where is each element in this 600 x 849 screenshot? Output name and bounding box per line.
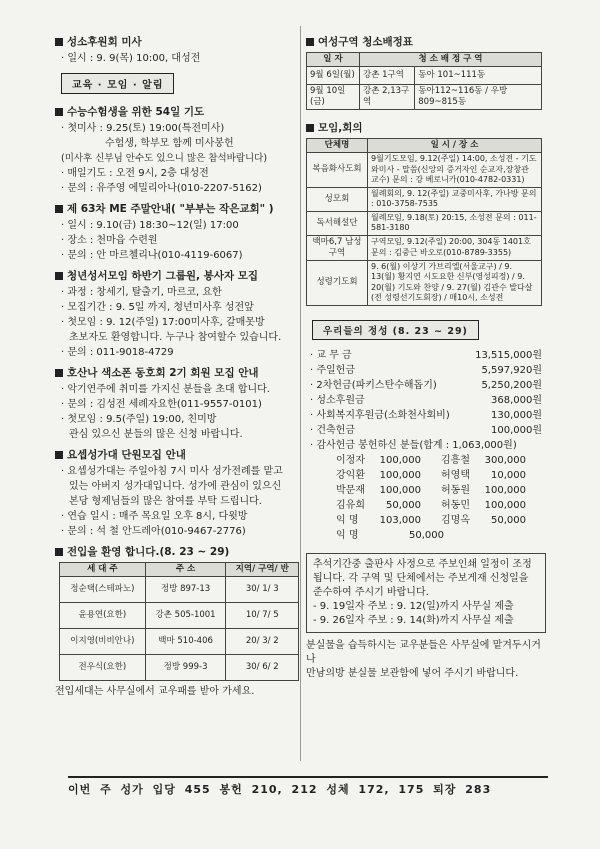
table-cell: 강촌 2,13구역 (360, 85, 415, 110)
choir-line: 본당 형제님들의 많은 참여를 부탁 드립니다. (69, 496, 262, 507)
finance-item: · 건축헌금 100,000원 (310, 424, 542, 436)
finance-list (306, 348, 546, 543)
table-header-row (60, 563, 299, 577)
prayer-line: · 첫미사 : 9.25(토) 19:00(특전미사) (61, 123, 225, 134)
me-line: · 일시 : 9.10(금) 18:30~12(일) 17:00 (61, 220, 239, 231)
column-header: 청 소 배 정 구 역 (360, 53, 542, 67)
square-bullet-icon (306, 38, 314, 46)
table-cell: 9월 6일(월) (307, 67, 360, 85)
table-cell: 월례회의, 9. 12(주일) 교중미사후, 가나방 문의 : 010-3758-7535 (368, 187, 542, 211)
me-line: · 장소 : 천마읍 수련원 (61, 235, 158, 246)
thanks-row: 김유희 50,000 허동민 100,000 (336, 499, 526, 511)
table-cell: 강촌 505-1001 (145, 603, 226, 629)
column-header: 주 소 (145, 563, 226, 577)
table-row (307, 235, 542, 260)
table-cell: 정순택(스테파노) (60, 577, 146, 603)
table-cell: 백마 510-406 (145, 629, 226, 655)
table-row (307, 187, 542, 211)
square-bullet-icon (55, 205, 63, 213)
square-bullet-icon (55, 38, 63, 46)
table-row (307, 153, 542, 188)
youth-line: 초보자도 환영합니다. 누구나 참여할수 있습니다. (69, 332, 282, 343)
table-cell: 복음화사도회 (307, 153, 368, 188)
prayer-line: (미사후 신부님 안수도 있으니 많은 참석바랍니다) (61, 153, 268, 164)
table-row (307, 67, 542, 85)
table-cell: 9월기도모임, 9.12(주일) 14:00, 소성전 - 기도와미사 - 말씀(신앙의 증거자인 순교자,장창관 교수) 문의 : 강 베로니카(010-4782-0331) (368, 153, 542, 188)
table-row (60, 577, 299, 603)
movein-footnote: 전입세대는 사무실에서 교우패를 받아 가세요. (55, 686, 255, 697)
table-row (60, 655, 299, 681)
movein-table (59, 562, 299, 681)
thanks-row: 익 명 50,000 (336, 529, 444, 541)
right-column (306, 28, 546, 681)
mass-title: 성소후원회 미사 (55, 34, 310, 49)
table-cell: 동아112~116동 / 우방809~815동 (415, 85, 542, 110)
table-header-row (307, 53, 542, 67)
table-cell: 9월 10일(금) (307, 85, 360, 110)
youth-line: · 모집기간 : 9. 5일 까지, 청년미사후 성전앞 (61, 302, 254, 313)
table-row (60, 603, 299, 629)
table-cell: 동아 101~111동 (415, 67, 542, 85)
table-cell: 30/ 6/ 2 (226, 655, 299, 681)
hymn-footer: 이번 주 성가 입당 455 봉헌 210, 212 성체 172, 175 퇴장 283 (68, 776, 548, 797)
table-cell: 백마6,7 남성구역 (307, 235, 368, 260)
left-column (55, 28, 310, 700)
table-header-row (307, 139, 542, 153)
choir-line: · 요셉성가대는 주일아침 7시 미사 성가전례를 맡고 (61, 466, 283, 477)
square-bullet-icon (55, 369, 63, 377)
youth-line: · 과정 : 창세기, 탈출기, 마르코, 요한 (61, 287, 222, 298)
finance-item: · 교 무 금 13,515,000원 (310, 349, 542, 361)
prayer-line: 수험생, 학부모 함께 미사봉헌 (105, 138, 234, 149)
choir-title: 요셉성가대 단원모집 안내 (55, 447, 310, 462)
thanks-row: 박문재 100,000 허동원 100,000 (336, 484, 526, 496)
table-cell: 성령기도회 (307, 260, 368, 305)
movein-title: 전입을 환영 합니다.(8. 23 ~ 29) (55, 544, 310, 559)
prayer-title: 수능수험생을 위한 54일 기도 (55, 104, 310, 119)
meetings-table (306, 138, 542, 306)
thanks-row: 강익환 100,000 허영택 10,000 (336, 469, 526, 481)
table-cell: 정방 999-3 (145, 655, 226, 681)
table-cell: 구역모임, 9.12(주일) 20:00, 304동 1401호 문의 : 김중근 바오로(010-8789-3355) (368, 235, 542, 260)
square-bullet-icon (55, 108, 63, 116)
finance-item: · 성소후원금 368,000원 (310, 394, 542, 406)
table-cell: 10/ 7/ 5 (226, 603, 299, 629)
column-header: 지역/ 구역/ 반 (226, 563, 299, 577)
table-row (307, 211, 542, 235)
youth-line: · 첫모임 : 9. 12(주일) 17:00미사후, 갈매못방 (61, 317, 265, 328)
column-header: 일 자 (307, 53, 360, 67)
section-banner: 교육 · 모임 · 알림 (61, 73, 174, 94)
notice-line: 분실물을 습득하시는 교우분들은 사무실에 맡겨두시거나 (306, 639, 541, 665)
table-cell: 전우식(요한) (60, 655, 146, 681)
finance-item: · 주일헌금 5,597,920원 (310, 364, 542, 376)
table-row (307, 260, 542, 305)
lost-and-found-notice (306, 639, 546, 681)
chuseok-notice (306, 553, 546, 633)
table-row (307, 85, 542, 110)
prayer-line: · 문의 : 유주영 에밀리아나(010-2207-5162) (61, 183, 262, 194)
me-line: · 문의 : 안 마르첼리나(010-4119-6067) (61, 250, 243, 261)
table-cell: 독서해설단 (307, 211, 368, 235)
table-cell: 30/ 1/ 3 (226, 577, 299, 603)
notice-line: 됩니다. 각 구역 및 단체에서는 주보게재 신청일을 (313, 572, 529, 584)
column-header: 일 시 / 장 소 (368, 139, 542, 153)
notice-line: 만남의방 분실물 보관함에 넣어 주시기 바랍니다. (306, 667, 519, 679)
column-header: 세 대 주 (60, 563, 146, 577)
choir-line: 있는 아버지 성가대입니다. 성가에 관심이 있으신 (69, 481, 282, 492)
square-bullet-icon (55, 548, 63, 556)
sax-title: 호산나 색소폰 동호회 2기 회원 모집 안내 (55, 365, 310, 380)
me-title: 제 63차 ME 주말안내( "부부는 작은교회" ) (55, 201, 310, 216)
square-bullet-icon (55, 272, 63, 280)
thanks-row: 이정자 100,000 김흥철 300,000 (336, 454, 526, 466)
youth-title: 청년성서모임 하반기 그룹원, 봉사자 모집 (55, 268, 310, 283)
thanks-row: 익 명 103,000 김명옥 50,000 (336, 514, 526, 526)
table-cell: 윤용연(요한) (60, 603, 146, 629)
notice-line: 추석기간중 출판사 사정으로 주보인쇄 일정이 조정 (313, 558, 532, 570)
table-cell: 20/ 3/ 2 (226, 629, 299, 655)
finance-item: · 사회복지후원금(소화천사회비) 130,000원 (310, 409, 542, 421)
meetings-title: 모임,회의 (306, 120, 546, 135)
table-cell: 이지영(비비안나) (60, 629, 146, 655)
table-cell: 성모회 (307, 187, 368, 211)
table-cell: 정방 897-13 (145, 577, 226, 603)
sax-line: · 악기연주에 취미를 가지신 분들을 초대 합니다. (61, 384, 270, 395)
choir-line: · 연습 일시 : 매주 목요일 오후 8시, 다윗방 (61, 511, 248, 522)
mass-line: · 일시 : 9. 9(목) 10:00, 대성전 (61, 53, 201, 64)
sax-line: · 문의 : 김성전 세례자요한(011-9557-0101) (61, 399, 262, 410)
youth-line: · 문의 : 011-9018-4729 (61, 347, 174, 358)
cleaning-table (306, 52, 542, 110)
table-cell: 강촌 1구역 (360, 67, 415, 85)
notice-line: - 9. 19일자 주보 : 9. 12(일)까지 사무실 제출 (313, 600, 514, 612)
sax-line: 관심 있으신 분들의 많은 신청 바랍니다. (69, 429, 243, 440)
notice-line: - 9. 26일자 주보 : 9. 14(화)까지 사무실 제출 (313, 614, 514, 626)
finance-title: 우리들의 정성 (8. 23 ~ 29) (312, 320, 479, 340)
prayer-line: · 매일기도 : 오전 9시, 2층 대성전 (61, 168, 209, 179)
square-bullet-icon (306, 124, 314, 132)
choir-line: · 문의 : 석 철 안드레아(010-9467-2776) (61, 526, 246, 537)
cleaning-title: 여성구역 청소배정표 (306, 34, 546, 49)
column-header: 단체명 (307, 139, 368, 153)
thanks-title: · 감사헌금 봉헌하신 분들(합계 : 1,063,000원) (310, 439, 517, 451)
table-cell: 9. 6(월) 이상기 가브리엘(서울교구) / 9. 13(월) 황지연 시도요한 신부(영성피정) / 9. 20(월) 기도와 찬양 / 9. 27(월) 김관수 발다살(전 성령선기도회장) / 매10시, 소성전 (368, 260, 542, 305)
square-bullet-icon (55, 451, 63, 459)
sax-line: · 첫모임 : 9.5(주일) 19:00, 친미방 (61, 414, 217, 425)
notice-line: 준수하여 주시기 바랍니다. (313, 586, 429, 598)
table-cell: 월례모임, 9.18(토) 20:15, 소성전 문의 : 011-581-3180 (368, 211, 542, 235)
finance-item: · 2차헌금(파키스탄수해돕기) 5,250,200원 (310, 379, 542, 391)
table-row (60, 629, 299, 655)
